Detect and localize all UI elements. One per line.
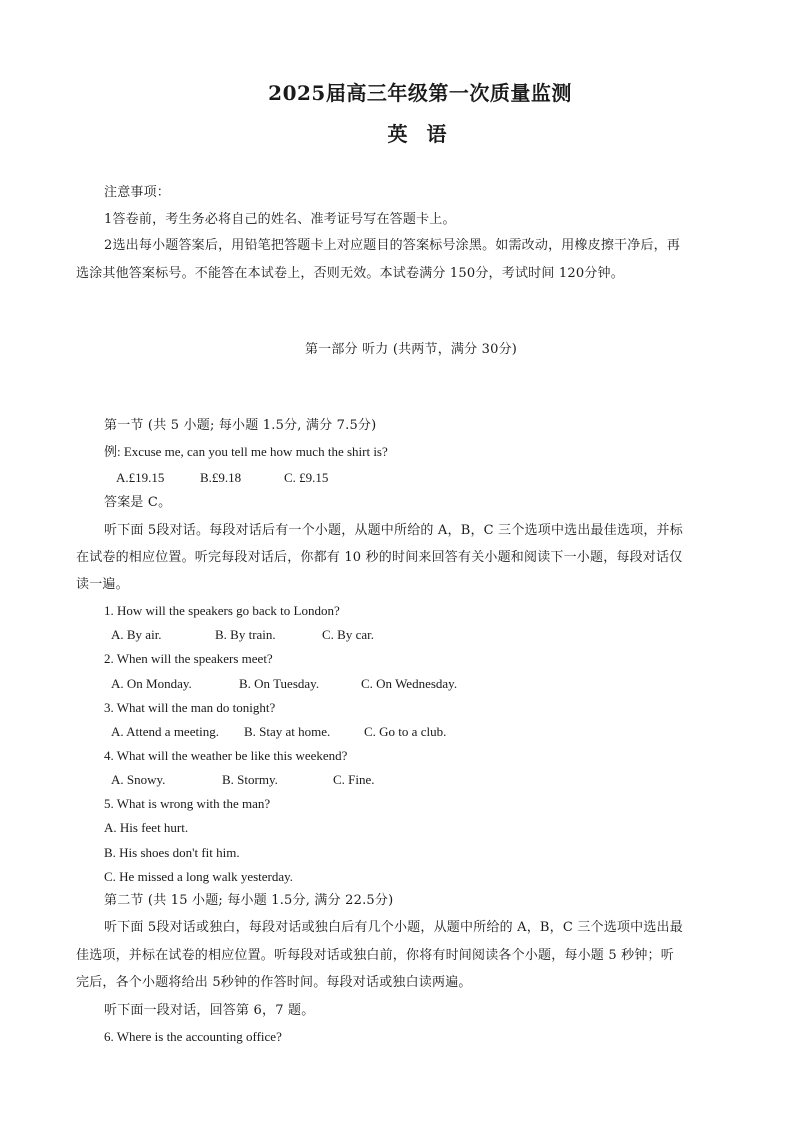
question-5-option-b: B. His shoes don't fit him. [104, 845, 240, 860]
question-3-option-a: A. Attend a meeting. [111, 724, 219, 739]
section2-instruction-line-1: 听下面 5段对话或独白，每段对话或独白后有几个小题，从题中所给的 A，B，C 三个选项中选出最 [104, 920, 683, 935]
example-option-b: B.£9.18 [200, 470, 242, 485]
question-3-option-b: B. Stay at home. [244, 724, 331, 739]
question-2-option-a: A. On Monday. [111, 676, 192, 691]
example-question: 例: Excuse me, can you tell me how much the shirt is? [104, 444, 388, 459]
notice-item-2-line-1: 2选出每小题答案后，用铅笔把答题卡上对应题目的答案标号涂黑。如需改动，用橡皮擦干净后，再 [104, 238, 681, 253]
section1-instruction-line-2: 在试卷的相应位置。听完每段对话后，你都有 10 秒的时间来回答有关小题和阅读下一小题，每段对话仅 [76, 550, 683, 565]
section1-heading: 第一节 (共 5 小题; 每小题 1.5分, 满分 7.5分) [104, 418, 377, 433]
part1-title: 第一部分 听力 (共两节，满分 30分) [304, 342, 518, 357]
example-option-a: A.£19.15 [116, 470, 165, 485]
question-4-option-a: A. Snowy. [111, 772, 166, 787]
question-3-option-c: C. Go to a club. [364, 724, 447, 739]
section2-instruction-line-2: 佳选项，并标在试卷的相应位置。听每段对话或独白前，你将有时间阅读各个小题，每小题 5 秒钟；听 [76, 948, 674, 963]
example-option-c: C. £9.15 [284, 470, 329, 485]
question-5-option-c: C. He missed a long walk yesterday. [104, 869, 294, 884]
question-5-option-a: A. His feet hurt. [104, 820, 189, 835]
question-4-option-c: C. Fine. [333, 772, 375, 787]
question-6: 6. Where is the accounting office? [104, 1029, 282, 1044]
question-4-option-b: B. Stormy. [222, 772, 278, 787]
question-4: 4. What will the weather be like this weekend? [104, 748, 348, 763]
example-answer: 答案是 C。 [104, 495, 172, 510]
question-3: 3. What will the man do tonight? [104, 700, 276, 715]
section2-heading: 第二节 (共 15 小题; 每小题 1.5分, 满分 22.5分) [104, 893, 394, 908]
notice-heading: 注意事项： [104, 185, 171, 200]
question-1-option-c: C. By car. [322, 627, 374, 642]
question-5: 5. What is wrong with the man? [104, 796, 271, 811]
section2-instruction-line-3: 完后，各个小题将给出 5秒钟的作答时间。每段对话或独白读两遍。 [76, 975, 472, 990]
question-2-option-c: C. On Wednesday. [361, 676, 458, 691]
question-2: 2. When will the speakers meet? [104, 651, 273, 666]
notice-item-1: 1答卷前，考生务必将自己的姓名、准考证号写在答题卡上。 [104, 212, 456, 227]
question-1-option-b: B. By train. [215, 627, 276, 642]
section1-instruction-line-3: 读一遍。 [76, 577, 129, 592]
section2-sub-instruction: 听下面一段对话，回答第 6，7 题。 [104, 1003, 315, 1018]
notice-item-2-line-2: 选涂其他答案标号。不能答在本试卷上，否则无效。本试卷满分 150分，考试时间 120分钟。 [76, 266, 624, 281]
question-2-option-b: B. On Tuesday. [239, 676, 320, 691]
section1-instruction-line-1: 听下面 5段对话。每段对话后有一个小题，从题中所给的 A，B，C 三个选项中选出最佳选项，并标 [104, 523, 683, 538]
question-1-option-a: A. By air. [111, 627, 162, 642]
question-1: 1. How will the speakers go back to London? [104, 603, 340, 618]
subject-title: 英 语 [387, 122, 453, 146]
exam-title: 2025届高三年级第一次质量监测 [268, 81, 572, 105]
